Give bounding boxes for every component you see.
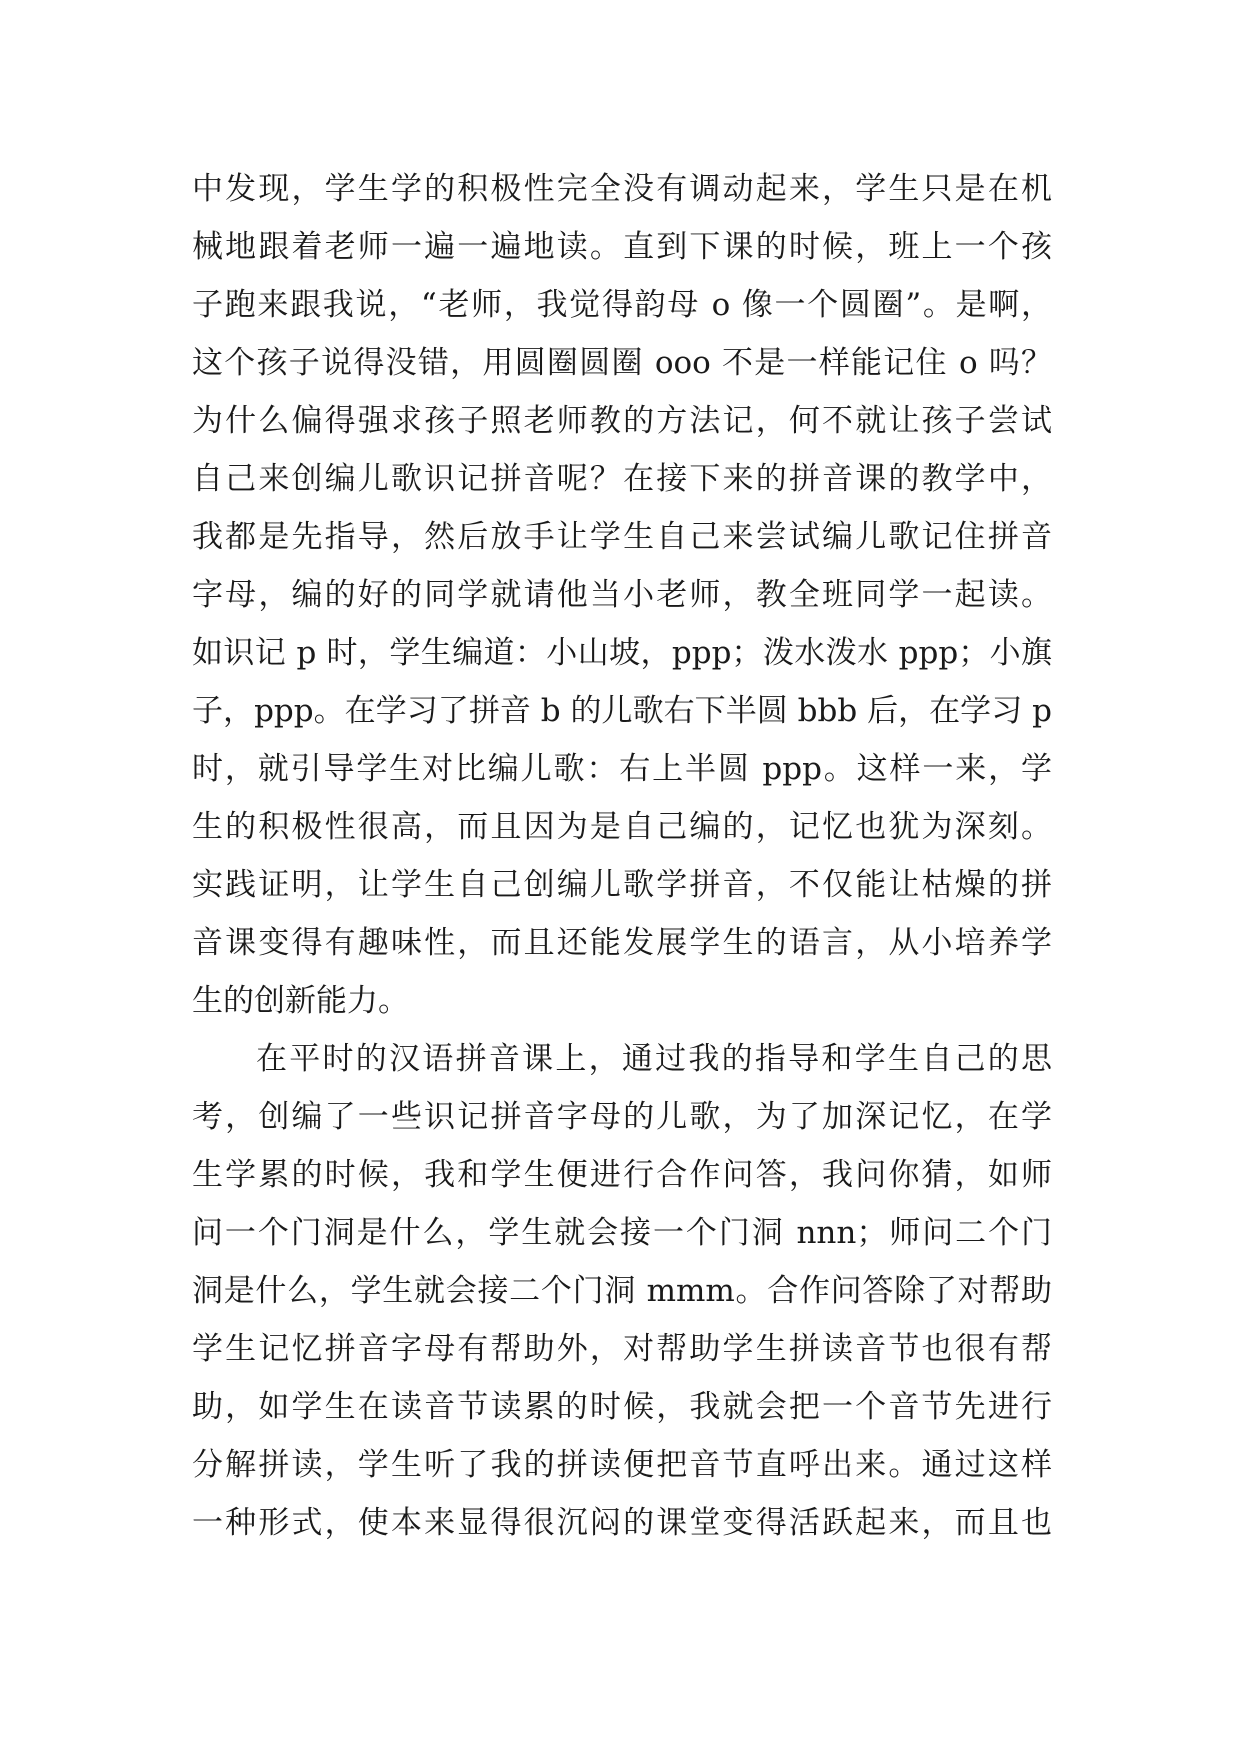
paragraph-2 [192,1030,1052,1552]
text-line: 问一个门洞是什么，学生就会接一个门洞 nnn；师问二个门 [192,1215,1052,1251]
text-line: 考，创编了一些识记拼音字母的儿歌，为了加深记忆，在学 [192,1099,1052,1135]
text-line: 实践证明，让学生自己创编儿歌学拼音，不仅能让枯燥的拼 [192,867,1052,903]
text-line: 如识记 p 时，学生编道：小山坡，ppp；泼水泼水 ppp；小旗 [192,635,1052,671]
text-line: 我都是先指导，然后放手让学生自己来尝试编儿歌记住拼音 [192,519,1052,555]
text-line: 时，就引导学生对比编儿歌：右上半圆 ppp。这样一来，学 [192,751,1052,787]
text-line: 生学累的时候，我和学生便进行合作问答，我问你猜，如师 [192,1157,1052,1193]
paragraph-1 [192,160,1052,1030]
text-line: 这个孩子说得没错，用圆圈圆圈 ooo 不是一样能记住 o 吗？ [192,345,1052,381]
text-line: 子，ppp。在学习了拼音 b 的儿歌右下半圆 bbb 后，在学习 p [192,693,1052,729]
text-line: 学生记忆拼音字母有帮助外，对帮助学生拼读音节也很有帮 [192,1331,1052,1367]
body-text [192,160,1052,1552]
text-line: 械地跟着老师一遍一遍地读。直到下课的时候，班上一个孩 [192,229,1052,265]
text-line: 子跑来跟我说，“老师，我觉得韵母 o 像一个圆圈”。是啊， [192,287,1052,323]
text-line: 洞是什么，学生就会接二个门洞 mmm。合作问答除了对帮助 [192,1273,1052,1309]
text-line: 字母，编的好的同学就请他当小老师，教全班同学一起读。 [192,577,1052,613]
text-line: 音课变得有趣味性，而且还能发展学生的语言，从小培养学 [192,925,1052,961]
text-line: 生的创新能力。 [192,983,409,1019]
text-line: 自己来创编儿歌识记拼音呢？在接下来的拼音课的教学中， [192,461,1052,497]
text-line: 生的积极性很高，而且因为是自己编的，记忆也犹为深刻。 [192,809,1052,845]
text-line: 分解拼读，学生听了我的拼读便把音节直呼出来。通过这样 [192,1447,1052,1483]
text-line: 在平时的汉语拼音课上，通过我的指导和学生自己的思 [256,1041,1052,1077]
text-line: 为什么偏得强求孩子照老师教的方法记，何不就让孩子尝试 [192,403,1052,439]
text-line: 中发现，学生学的积极性完全没有调动起来，学生只是在机 [192,171,1052,207]
text-line: 一种形式，使本来显得很沉闷的课堂变得活跃起来，而且也 [192,1505,1052,1541]
text-line: 助，如学生在读音节读累的时候，我就会把一个音节先进行 [192,1389,1052,1425]
